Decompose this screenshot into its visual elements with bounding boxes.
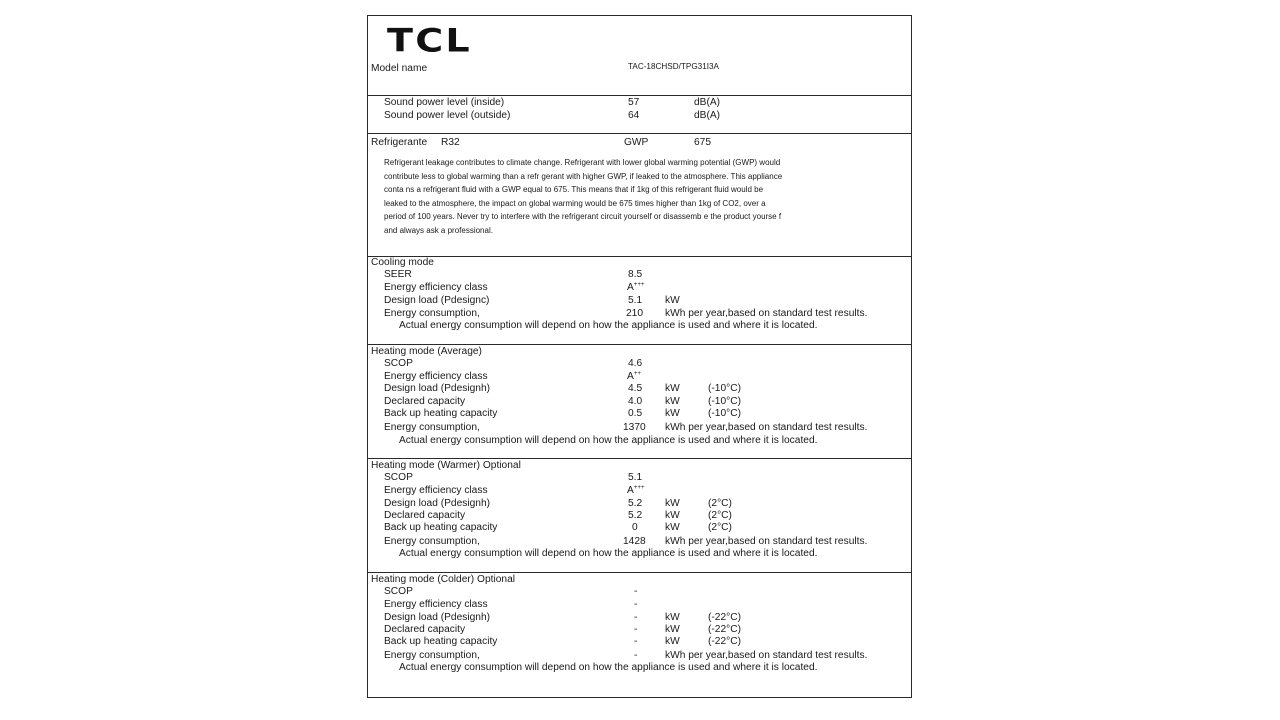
divider-heating-average xyxy=(368,344,911,345)
sound-inside-value: 57 xyxy=(628,97,640,108)
cooling-consumption-value: 210 xyxy=(626,308,644,319)
heating-warmer-load-temp: (2°C) xyxy=(708,498,732,509)
heating-warmer-scop-value: 5.1 xyxy=(628,472,643,483)
heating-warmer-note: Actual energy consumption will depend on how the appliance is used and where it is located. xyxy=(399,548,818,559)
heating-colder-declared-temp: (-22°C) xyxy=(708,624,741,635)
heating-colder-declared-unit: kW xyxy=(665,624,680,635)
heating-warmer-declared-label: Declared capacity xyxy=(384,510,466,521)
heating-warmer-consumption-unit: kWh per year,based on standard test results. xyxy=(665,536,868,547)
heating-average-backup-value: 0.5 xyxy=(628,408,643,419)
heating-average-load-unit: kW xyxy=(665,383,680,394)
heating-average-backup-temp: (-10°C) xyxy=(708,408,741,419)
heating-average-consumption-value: 1370 xyxy=(623,422,646,433)
sound-inside-label: Sound power level (inside) xyxy=(384,97,505,108)
heating-warmer-declared-value: 5.2 xyxy=(628,510,643,521)
heating-warmer-consumption-label: Energy consumption, xyxy=(384,536,480,547)
model-name-value: TAC-18CHSD/TPG31I3A xyxy=(628,62,720,71)
heating-colder-title: Heating mode (Colder) Optional xyxy=(371,574,516,585)
refrigerant-note-line: Refrigerant leakage contributes to climate change. Refrigerant with lower global warming potential (GWP) would xyxy=(384,158,781,167)
heating-average-declared-unit: kW xyxy=(665,396,680,407)
heating-warmer-backup-unit: kW xyxy=(665,522,680,533)
refrigerant-note-line: contribute less to global warming than a refr gerant with higher GWP, if leaked to the atmosphere. This appliance xyxy=(384,171,783,181)
cooling-consumption-unit: kWh per year,based on standard test results. xyxy=(665,308,868,319)
heating-colder-eec-value: - xyxy=(634,599,638,610)
heating-colder-load-temp: (-22°C) xyxy=(708,612,741,623)
refrigerant-note-line: and always ask a professional. xyxy=(384,225,493,235)
sound-inside-unit: dB(A) xyxy=(694,97,721,108)
cooling-title: Cooling mode xyxy=(371,257,434,268)
heating-warmer-title: Heating mode (Warmer) Optional xyxy=(371,460,521,471)
heating-warmer-declared-unit: kW xyxy=(665,510,680,521)
heating-average-declared-value: 4.0 xyxy=(628,396,643,407)
divider-heating-colder xyxy=(368,572,911,573)
refrigerant-note-line: leaked to the atmosphere, the impact on global warming would be 675 times higher than 1kg of CO2, over a xyxy=(384,198,766,208)
heating-average-declared-label: Declared capacity xyxy=(384,396,466,407)
heating-average-eec-value: A++ xyxy=(627,371,641,382)
heating-colder-scop-label: SCOP xyxy=(384,586,413,597)
heating-colder-backup-label: Back up heating capacity xyxy=(384,636,498,647)
divider-cooling xyxy=(368,256,911,257)
heating-average-load-temp: (-10°C) xyxy=(708,383,741,394)
gwp-label: GWP xyxy=(624,137,649,148)
heating-warmer-consumption-value: 1428 xyxy=(623,536,646,547)
energy-label-sheet xyxy=(367,15,912,698)
cooling-seer-value: 8.5 xyxy=(628,269,643,280)
heating-warmer-load-value: 5.2 xyxy=(628,498,643,509)
divider-sound xyxy=(368,95,911,96)
heating-colder-load-value: - xyxy=(634,612,638,623)
heating-colder-consumption-value: - xyxy=(634,650,638,661)
cooling-eec-value: A+++ xyxy=(627,282,645,293)
heating-average-eec-label: Energy efficiency class xyxy=(384,371,488,382)
heating-average-scop-label: SCOP xyxy=(384,358,413,369)
heating-average-scop-value: 4.6 xyxy=(628,358,643,369)
heating-warmer-scop-label: SCOP xyxy=(384,472,413,483)
heating-average-title: Heating mode (Average) xyxy=(371,346,482,357)
heating-warmer-load-unit: kW xyxy=(665,498,680,509)
refrigerant-type: R32 xyxy=(441,137,460,148)
cooling-load-label: Design load (Pdesignc) xyxy=(384,295,490,306)
heating-warmer-eec-label: Energy efficiency class xyxy=(384,485,488,496)
heating-average-consumption-unit: kWh per year,based on standard test results. xyxy=(665,422,868,433)
heating-average-declared-temp: (-10°C) xyxy=(708,396,741,407)
heating-warmer-backup-label: Back up heating capacity xyxy=(384,522,498,533)
cooling-load-value: 5.1 xyxy=(628,295,643,306)
heating-average-backup-unit: kW xyxy=(665,408,680,419)
refrigerant-label: Refrigerante xyxy=(371,137,428,148)
heating-warmer-declared-temp: (2°C) xyxy=(708,510,732,521)
cooling-note: Actual energy consumption will depend on how the appliance is used and where it is located. xyxy=(399,320,818,331)
heating-colder-eec-label: Energy efficiency class xyxy=(384,599,488,610)
heating-average-load-value: 4.5 xyxy=(628,383,643,394)
heating-colder-load-label: Design load (Pdesignh) xyxy=(384,612,491,623)
heating-warmer-load-label: Design load (Pdesignh) xyxy=(384,498,491,509)
heating-colder-load-unit: kW xyxy=(665,612,680,623)
sound-outside-label: Sound power level (outside) xyxy=(384,110,511,121)
refrigerant-note-line: period of 100 years. Never try to interfere with the refrigerant circuit yourself or disassemb e the product yourse f xyxy=(384,212,782,221)
heating-average-backup-label: Back up heating capacity xyxy=(384,408,498,419)
heating-average-load-label: Design load (Pdesignh) xyxy=(384,383,491,394)
divider-heating-warmer xyxy=(368,458,911,459)
heating-colder-consumption-unit: kWh per year,based on standard test results. xyxy=(665,650,868,661)
heating-warmer-backup-temp: (2°C) xyxy=(708,522,732,533)
heating-average-note: Actual energy consumption will depend on how the appliance is used and where it is located. xyxy=(399,435,818,446)
heating-colder-note: Actual energy consumption will depend on how the appliance is used and where it is located. xyxy=(399,662,818,673)
heating-colder-scop-value: - xyxy=(634,586,638,597)
sound-outside-value: 64 xyxy=(628,110,640,121)
heating-colder-backup-unit: kW xyxy=(665,636,680,647)
heating-colder-declared-label: Declared capacity xyxy=(384,624,466,635)
heating-colder-consumption-label: Energy consumption, xyxy=(384,650,480,661)
tcl-logo: TCL xyxy=(387,22,472,61)
cooling-eec-label: Energy efficiency class xyxy=(384,282,488,293)
divider-refrigerant xyxy=(368,133,911,134)
gwp-value: 675 xyxy=(694,137,712,148)
heating-average-consumption-label: Energy consumption, xyxy=(384,422,480,433)
heating-colder-declared-value: - xyxy=(634,624,638,635)
refrigerant-note-line: conta ns a refrigerant fluid with a GWP equal to 675. This means that if 1kg of this refrigerant fluid would be xyxy=(384,185,764,194)
model-name-label: Model name xyxy=(371,63,428,74)
heating-warmer-eec-value: A+++ xyxy=(627,485,645,496)
heating-warmer-backup-value: 0 xyxy=(632,522,638,533)
heating-colder-backup-temp: (-22°C) xyxy=(708,636,741,647)
heating-colder-backup-value: - xyxy=(634,636,638,647)
cooling-load-unit: kW xyxy=(665,295,680,306)
cooling-consumption-label: Energy consumption, xyxy=(384,308,480,319)
cooling-seer-label: SEER xyxy=(384,269,412,280)
sound-outside-unit: dB(A) xyxy=(694,110,721,121)
